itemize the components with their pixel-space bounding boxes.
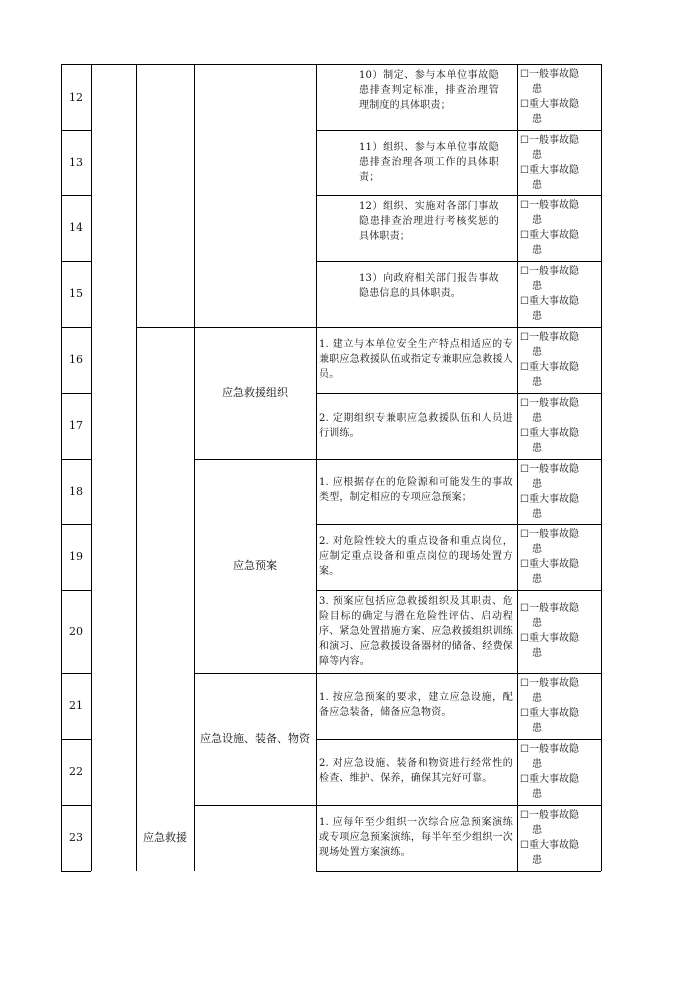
hazard-level-options[interactable] (520, 742, 602, 802)
row-line (316, 739, 601, 740)
option-general-tail: 患 (532, 84, 542, 95)
option-major-tail: 患 (532, 311, 542, 322)
row-line (316, 393, 601, 394)
option-general-tail: 患 (532, 150, 542, 161)
row-line (195, 459, 601, 460)
row-line (316, 195, 601, 196)
option-major-tail: 患 (532, 245, 542, 256)
item-content: 2. 对危险性较大的重点设备和重点岗位，应制定重点设备和重点岗位的现场处置方案。 (319, 536, 513, 577)
option-major[interactable]: ☐重大事故隐 (520, 296, 579, 307)
category-plan: 应急预案 (233, 559, 277, 572)
row-line (61, 393, 91, 394)
option-general[interactable]: ☐一般事故隐 (520, 744, 579, 755)
option-major[interactable]: ☐重大事故隐 (520, 774, 579, 785)
hazard-level-options[interactable] (520, 133, 602, 193)
option-major-tail: 患 (532, 509, 542, 520)
column-line (91, 64, 92, 871)
option-general[interactable]: ☐一般事故隐 (520, 69, 579, 80)
option-major[interactable]: ☐重大事故隐 (520, 840, 579, 851)
option-general-tail: 患 (532, 281, 542, 292)
hazard-level-options[interactable] (520, 198, 602, 258)
option-general[interactable]: ☐一般事故隐 (520, 529, 579, 540)
top-category-rescue: 应急救援 (143, 831, 187, 844)
row-line (195, 805, 601, 806)
option-major-tail: 患 (532, 648, 542, 659)
category-facilities: 应急设施、装备、物资 (200, 732, 310, 745)
row-line (195, 673, 601, 674)
option-major-tail: 患 (532, 574, 542, 585)
option-general[interactable]: ☐一般事故隐 (520, 603, 579, 614)
hazard-level-options[interactable] (520, 808, 602, 868)
option-major[interactable]: ☐重大事故隐 (520, 165, 579, 176)
row-number: 22 (69, 765, 83, 778)
hazard-level-options[interactable] (520, 601, 602, 661)
option-general-tail: 患 (532, 544, 542, 555)
hazard-level-options[interactable] (520, 462, 602, 522)
item-content: 1. 建立与本单位安全生产特点相适应的专兼职应急救援队伍或指定专兼职应急救援人员。 (319, 339, 513, 380)
option-general[interactable]: ☐一般事故隐 (520, 266, 579, 277)
row-line (61, 261, 91, 262)
hazard-level-options[interactable] (520, 527, 602, 587)
option-general-tail: 患 (532, 693, 542, 704)
option-general[interactable]: ☐一般事故隐 (520, 810, 579, 821)
row-line (61, 805, 91, 806)
row-line (316, 130, 601, 131)
option-major[interactable]: ☐重大事故隐 (520, 428, 579, 439)
option-general-tail: 患 (532, 618, 542, 629)
item-content: 2. 定期组织专兼职应急救援队伍和人员进行训练。 (319, 413, 513, 439)
category-rescue-org: 应急救援组织 (222, 386, 288, 399)
option-major[interactable]: ☐重大事故隐 (520, 559, 579, 570)
item-content: 13）向政府相关部门报告事故隐患信息的具体职责。 (359, 273, 499, 299)
option-major-tail: 患 (532, 443, 542, 454)
hazard-level-options[interactable] (520, 396, 602, 456)
column-line (61, 64, 62, 871)
row-line (316, 871, 601, 872)
column-line (517, 64, 518, 871)
row-number: 20 (69, 625, 83, 638)
row-line (61, 130, 91, 131)
option-major[interactable]: ☐重大事故隐 (520, 230, 579, 241)
option-major-tail: 患 (532, 377, 542, 388)
row-line (61, 739, 91, 740)
row-number: 17 (69, 419, 83, 432)
row-number: 15 (69, 287, 83, 300)
row-number: 16 (69, 353, 83, 366)
option-general[interactable]: ☐一般事故隐 (520, 464, 579, 475)
option-major[interactable]: ☐重大事故隐 (520, 99, 579, 110)
option-general[interactable]: ☐一般事故隐 (520, 678, 579, 689)
row-number: 12 (69, 91, 83, 104)
option-general-tail: 患 (532, 347, 542, 358)
row-line (61, 64, 601, 65)
row-line (61, 459, 91, 460)
option-major-tail: 患 (532, 723, 542, 734)
row-line (316, 524, 601, 525)
row-line (61, 524, 91, 525)
column-line (194, 64, 195, 871)
item-content: 12）组织、实施对各部门事故隐患排查治理进行考核奖惩的具体职责； (359, 201, 499, 242)
option-general[interactable]: ☐一般事故隐 (520, 135, 579, 146)
row-line (316, 261, 601, 262)
row-line (61, 590, 91, 591)
item-content: 3. 预案应包括应急救援组织及其职责、危险目标的确定与潜在危险性评估、启动程序、紧急处置措施方案、应急救援组织训练和演习、应急救援设备器材的储备、经费保障等内容。 (319, 596, 513, 667)
column-line (136, 64, 137, 871)
option-major-tail: 患 (532, 789, 542, 800)
row-line (61, 195, 91, 196)
row-line (61, 871, 91, 872)
row-line (136, 327, 601, 328)
hazard-level-options[interactable] (520, 676, 602, 736)
row-number: 23 (69, 831, 83, 844)
item-content: 10）制定、参与本单位事故隐患排查判定标准，排查治理管理制度的具体职责； (359, 70, 499, 111)
option-general[interactable]: ☐一般事故隐 (520, 398, 579, 409)
row-number: 18 (69, 485, 83, 498)
column-line (316, 64, 317, 871)
option-general[interactable]: ☐一般事故隐 (520, 332, 579, 343)
option-general[interactable]: ☐一般事故隐 (520, 200, 579, 211)
option-general-tail: 患 (532, 825, 542, 836)
option-major[interactable]: ☐重大事故隐 (520, 494, 579, 505)
row-line (61, 673, 91, 674)
hazard-level-options[interactable] (520, 264, 602, 324)
item-content: 1. 应每年至少组织一次综合应急预案演练或专项应急预案演练，每半年至少组织一次现场处置方案演练。 (319, 817, 513, 858)
option-general-tail: 患 (532, 479, 542, 490)
hazard-level-options[interactable] (520, 67, 602, 127)
item-content: 11）组织、参与本单位事故隐患排查治理各项工作的具体职责； (359, 142, 499, 183)
row-line (61, 327, 91, 328)
option-major[interactable]: ☐重大事故隐 (520, 362, 579, 373)
item-content: 1. 应根据存在的危险源和可能发生的事故类型，制定相应的专项应急预案； (319, 477, 513, 503)
option-major-tail: 患 (532, 114, 542, 125)
item-content: 2. 对应急设施、装备和物资进行经常性的检查、维护、保养，确保其完好可靠。 (319, 758, 513, 784)
option-general-tail: 患 (532, 413, 542, 424)
row-number: 14 (69, 221, 83, 234)
hazard-level-options[interactable] (520, 330, 602, 390)
option-major-tail: 患 (532, 855, 542, 866)
item-content: 1. 按应急预案的要求，建立应急设施，配备应急装备，储备应急物资。 (319, 692, 513, 718)
row-number: 21 (69, 699, 83, 712)
option-general-tail: 患 (532, 759, 542, 770)
row-number: 19 (69, 550, 83, 563)
option-major[interactable]: ☐重大事故隐 (520, 633, 579, 644)
row-number: 13 (69, 156, 83, 169)
option-major[interactable]: ☐重大事故隐 (520, 708, 579, 719)
option-general-tail: 患 (532, 215, 542, 226)
option-major-tail: 患 (532, 180, 542, 191)
row-line (316, 590, 601, 591)
